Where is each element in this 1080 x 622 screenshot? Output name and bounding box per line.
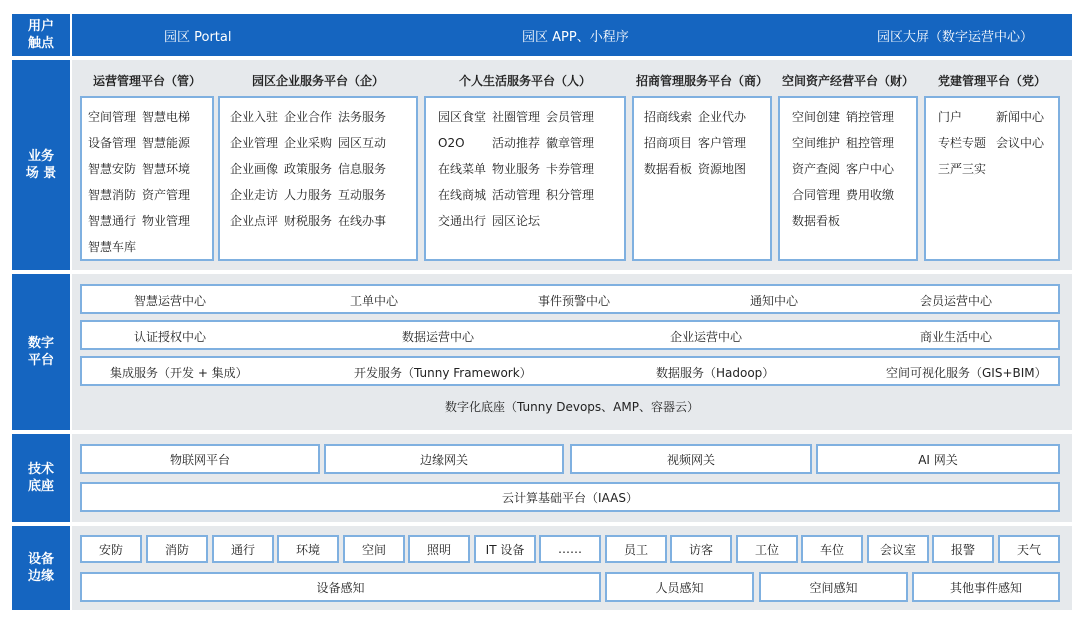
platform-item: 园区食堂 <box>438 110 487 124</box>
device-item: 车位 <box>801 535 863 563</box>
platform-title-ops: 运营管理平台（管） <box>92 74 201 88</box>
digital-service: 数据服务（Hadoop） <box>656 366 775 380</box>
tech-video-gateway: 视频网关 <box>570 444 812 474</box>
digital-center: 数据运营中心 <box>402 330 475 344</box>
digital-row-2 <box>80 320 1060 350</box>
platform-item: 企业代办 <box>698 110 747 124</box>
digital-service: 开发服务（Tunny Framework） <box>354 366 532 380</box>
platform-item: 信息服务 <box>338 162 387 176</box>
platform-item: 资产查阅 <box>792 162 841 176</box>
platform-card-asset <box>778 96 918 261</box>
platform-item: 会员管理 <box>546 110 595 124</box>
platform-title-investment: 招商管理服务平台（商） <box>635 74 768 88</box>
platform-title-asset: 空间资产经营平台（财） <box>781 74 914 88</box>
platform-item: 卡券管理 <box>546 162 595 176</box>
platform-item: 政策服务 <box>284 162 333 176</box>
platform-item: 设备管理 <box>88 136 137 150</box>
digital-center: 工单中心 <box>350 294 399 308</box>
platform-item: 合同管理 <box>792 188 841 202</box>
platform-item: 空间维护 <box>792 136 841 150</box>
tech-edge-gateway: 边缘网关 <box>324 444 564 474</box>
platform-item: 空间创建 <box>792 110 841 124</box>
platform-item: 智慧车库 <box>88 240 137 254</box>
platform-item: 专栏专题 <box>938 136 987 150</box>
platform-item: 在线商城 <box>438 188 487 202</box>
platform-card-investment <box>632 96 772 261</box>
platform-item: 费用收缴 <box>846 188 895 202</box>
digital-center: 事件预警中心 <box>538 294 611 308</box>
digital-center: 智慧运营中心 <box>134 294 207 308</box>
platform-item: 智慧环境 <box>142 162 191 176</box>
digital-service: 空间可视化服务（GIS+BIM） <box>886 366 1047 380</box>
device-item: 通行 <box>212 535 274 563</box>
platform-item: 数据看板 <box>792 214 841 228</box>
platform-item: 智慧电梯 <box>142 110 191 124</box>
perception-device: 设备感知 <box>80 572 601 602</box>
platform-item: 交通出行 <box>438 214 487 228</box>
platform-item: 财税服务 <box>284 214 333 228</box>
platform-item: 物业管理 <box>142 214 191 228</box>
platform-item: 新闻中心 <box>996 110 1045 124</box>
device-item: 消防 <box>146 535 208 563</box>
perception-people: 人员感知 <box>605 572 754 602</box>
device-item: 工位 <box>736 535 798 563</box>
platform-item: 活动管理 <box>492 188 541 202</box>
tech-ai-gateway: AI 网关 <box>816 444 1060 474</box>
touchpoints-bar <box>72 14 1072 56</box>
platform-item: 门户 <box>938 110 963 124</box>
platform-card-ops <box>80 96 214 261</box>
digital-row-1 <box>80 284 1060 314</box>
layer-label-touchpoints: 用户 触点 <box>12 14 70 56</box>
platform-item: 在线菜单 <box>438 162 487 176</box>
platform-card-party <box>924 96 1060 261</box>
layer-label-business: 业务 场 景 <box>12 60 70 270</box>
tech-iot-platform: 物联网平台 <box>80 444 320 474</box>
perception-space: 空间感知 <box>759 572 908 602</box>
digital-center: 会员运营中心 <box>920 294 993 308</box>
device-item: 员工 <box>605 535 667 563</box>
platform-item: 客户中心 <box>846 162 895 176</box>
digital-center: 通知中心 <box>750 294 799 308</box>
platform-item: 三严三实 <box>938 162 987 176</box>
device-item: 报警 <box>932 535 994 563</box>
platform-title-enterprise: 园区企业服务平台（企） <box>251 74 384 88</box>
platform-item: 智慧消防 <box>88 188 137 202</box>
digital-center: 商业生活中心 <box>920 330 993 344</box>
platform-item: 社圈管理 <box>492 110 541 124</box>
platform-item: 资源地图 <box>698 162 747 176</box>
device-item: 环境 <box>277 535 339 563</box>
device-item: 访客 <box>670 535 732 563</box>
platform-item: 企业管理 <box>230 136 279 150</box>
tech-cloud-platform: 云计算基础平台（IAAS） <box>80 482 1060 512</box>
platform-item: 园区论坛 <box>492 214 541 228</box>
touchpoint-portal: 园区 Portal <box>164 30 232 45</box>
platform-item: 客户管理 <box>698 136 747 150</box>
perception-other: 其他事件感知 <box>912 572 1060 602</box>
platform-card-enterprise <box>218 96 418 261</box>
platform-item: 积分管理 <box>546 188 595 202</box>
digital-center: 企业运营中心 <box>670 330 743 344</box>
platform-item: 租控管理 <box>846 136 895 150</box>
platform-item: 企业画像 <box>230 162 279 176</box>
device-item: 天气 <box>998 535 1060 563</box>
platform-title-personal: 个人生活服务平台（人） <box>458 74 591 88</box>
platform-item: 企业入驻 <box>230 110 279 124</box>
platform-item: 企业合作 <box>284 110 333 124</box>
platform-item: 互动服务 <box>338 188 387 202</box>
device-item: 照明 <box>408 535 470 563</box>
digital-base-label: 数字化底座（Tunny Devops、AMP、容器云） <box>445 400 699 414</box>
platform-item: 空间管理 <box>88 110 137 124</box>
touchpoint-app: 园区 APP、小程序 <box>522 30 629 45</box>
platform-item: 物业服务 <box>492 162 541 176</box>
digital-row-3 <box>80 356 1060 386</box>
platform-item: 在线办事 <box>338 214 387 228</box>
platform-item: 人力服务 <box>284 188 333 202</box>
device-item: …… <box>539 535 601 563</box>
touchpoint-screen: 园区大屏（数字运营中心） <box>877 30 1034 45</box>
platform-item: 智慧通行 <box>88 214 137 228</box>
platform-item: 资产管理 <box>142 188 191 202</box>
device-item: 空间 <box>343 535 405 563</box>
platform-item: 智慧能源 <box>142 136 191 150</box>
platform-item: 园区互动 <box>338 136 387 150</box>
platform-item: 招商项目 <box>644 136 693 150</box>
device-item: 安防 <box>80 535 142 563</box>
platform-item: 智慧安防 <box>88 162 137 176</box>
digital-center: 认证授权中心 <box>134 330 207 344</box>
layer-label-device: 设备 边缘 <box>12 526 70 610</box>
platform-item: 销控管理 <box>846 110 895 124</box>
platform-item: 企业点评 <box>230 214 279 228</box>
device-item: IT 设备 <box>474 535 536 563</box>
platform-item: 企业走访 <box>230 188 279 202</box>
platform-item: 徽章管理 <box>546 136 595 150</box>
platform-item: 法务服务 <box>338 110 387 124</box>
platform-card-personal <box>424 96 626 261</box>
platform-item: 活动推荐 <box>492 136 541 150</box>
layer-label-digital: 数字 平台 <box>12 274 70 430</box>
platform-item: 企业采购 <box>284 136 333 150</box>
platform-item: O2O <box>438 136 465 150</box>
platform-item: 会议中心 <box>996 136 1045 150</box>
platform-item: 招商线索 <box>644 110 693 124</box>
platform-item: 数据看板 <box>644 162 693 176</box>
device-item: 会议室 <box>867 535 929 563</box>
digital-service: 集成服务（开发 + 集成） <box>110 366 248 380</box>
layer-label-tech: 技术 底座 <box>12 434 70 522</box>
platform-title-party: 党建管理平台（党） <box>937 74 1046 88</box>
